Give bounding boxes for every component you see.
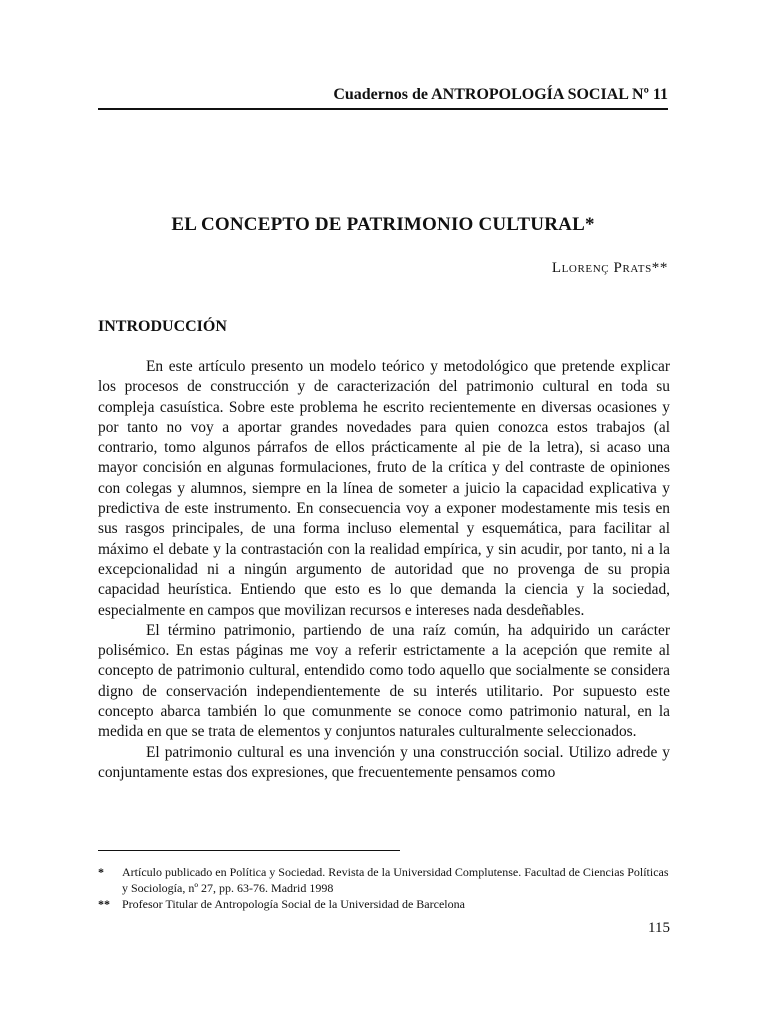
running-header: Cuadernos de ANTROPOLOGÍA SOCIAL Nº 11 <box>98 86 668 110</box>
paragraph-2: El término patrimonio, partiendo de una raíz común, ha adquirido un carácter polisémico. En estas páginas me voy a referir estrictamente a la acepción que remite al concepto de patrimonio cultural, entendido como todo aquello que socialmente se considera digno de conservación independientemente de su interés utilitario. Por supuesto este concepto abarca también lo que comunmente se conoce como patrimonio natural, en la medida en que se trata de elementos y conjuntos naturales culturalmente seleccionados. <box>98 621 670 741</box>
author-name: Llorenç Prats** <box>551 260 668 276</box>
footnote-mark: ** <box>98 897 110 911</box>
article-title: EL CONCEPTO DE PATRIMONIO CULTURAL* <box>171 214 595 235</box>
footnote-divider <box>98 850 400 851</box>
footnotes <box>98 864 670 912</box>
paragraph-3: El patrimonio cultural es una invención y una construcción social. Utilizo adrede y conjuntamente estas dos expresiones, que frecuentemente pensamos como <box>98 743 670 781</box>
footnote-2 <box>98 896 670 912</box>
footnote-text: Artículo publicado en Política y Sociedad. Revista de la Universidad Complutense. Facultad de Ciencias Políticas y Sociología, nº 27, pp. 63-76. Madrid 1998 <box>122 865 669 895</box>
section-heading: INTRODUCCIÓN <box>98 318 227 335</box>
footnote-text: Profesor Titular de Antropología Social de la Universidad de Barcelona <box>122 897 465 911</box>
paragraph-1: En este artículo presento un modelo teórico y metodológico que pretende explicar los procesos de construcción y de caracterización del patrimonio cultural en toda su compleja casuística. Sobre este problema he escrito recientemente en diversas ocasiones y por tanto no voy a aportar grandes novedades para quien conozca estos trabajos (al contrario, tomo algunos párrafos de ellos prácticamente al pie de la letra), si acaso una mayor concisión en algunas formulaciones, fruto de la crítica y del contraste de opiniones con colegas y alumnos, siempre en la línea de someter a juicio la capacidad explicativa y predictiva de este instrumento. En consecuencia voy a exponer modestamente mis tesis en sus rasgos principales, de una forma incluso elemental y esquemática, para facilitar al máximo el debate y la contrastación con la realidad empírica, y sin acudir, por tanto, ni a la excepcionalidad ni a ningún argumento de autoridad que no provenga de su propia capacidad heurística. Entiendo que esto es lo que demanda la ciencia y la sociedad, especialmente en campos que movilizan recursos e intereses nada desdeñables. <box>98 358 670 619</box>
footnote-1 <box>98 864 670 896</box>
footnote-mark: * <box>98 865 104 879</box>
body-text <box>98 357 670 783</box>
page-number: 115 <box>648 920 670 936</box>
